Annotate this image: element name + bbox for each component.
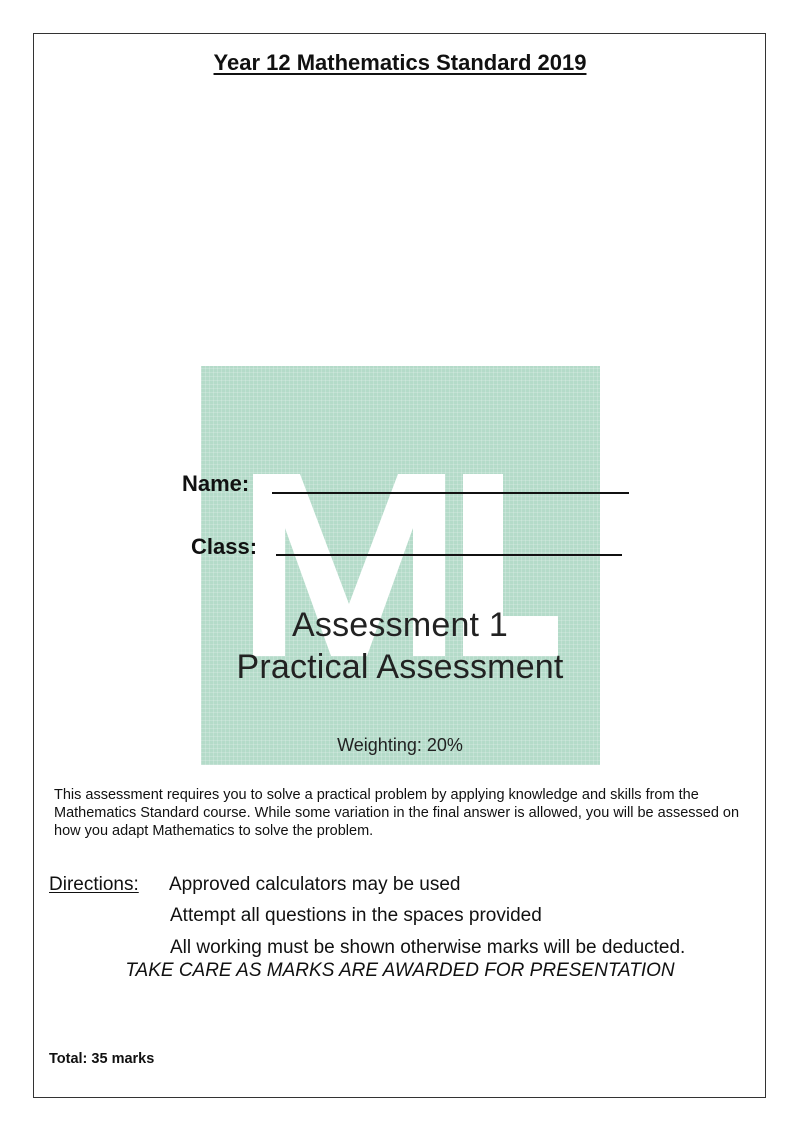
total-marks: Total: 35 marks (49, 1051, 155, 1067)
direction-item: Approved calculators may be used (169, 874, 461, 895)
presentation-note: TAKE CARE AS MARKS ARE AWARDED FOR PRESENTATION (125, 960, 675, 981)
assessment-number: Assessment 1 (292, 606, 508, 644)
weighting-text: Weighting: 20% (337, 735, 463, 755)
direction-item: Attempt all questions in the spaces provided (170, 905, 542, 926)
name-field[interactable] (272, 492, 629, 494)
name-label: Name: (182, 471, 250, 496)
class-field[interactable] (276, 554, 622, 556)
page-title: Year 12 Mathematics Standard 2019 (213, 50, 587, 75)
class-label: Class: (191, 534, 258, 559)
ml-watermark (201, 366, 600, 765)
direction-item: All working must be shown otherwise marks will be deducted. (170, 937, 686, 958)
assessment-description: This assessment requires you to solve a practical problem by applying knowledge and skills from the Mathematics Standard course. While some variation in the final answer is allowed, you will be assessed on how you adapt Mathematics to solve the problem. (54, 787, 740, 839)
ml-watermark-letters (201, 366, 600, 765)
directions-label: Directions: (49, 874, 139, 895)
assessment-type: Practical Assessment (236, 648, 564, 686)
